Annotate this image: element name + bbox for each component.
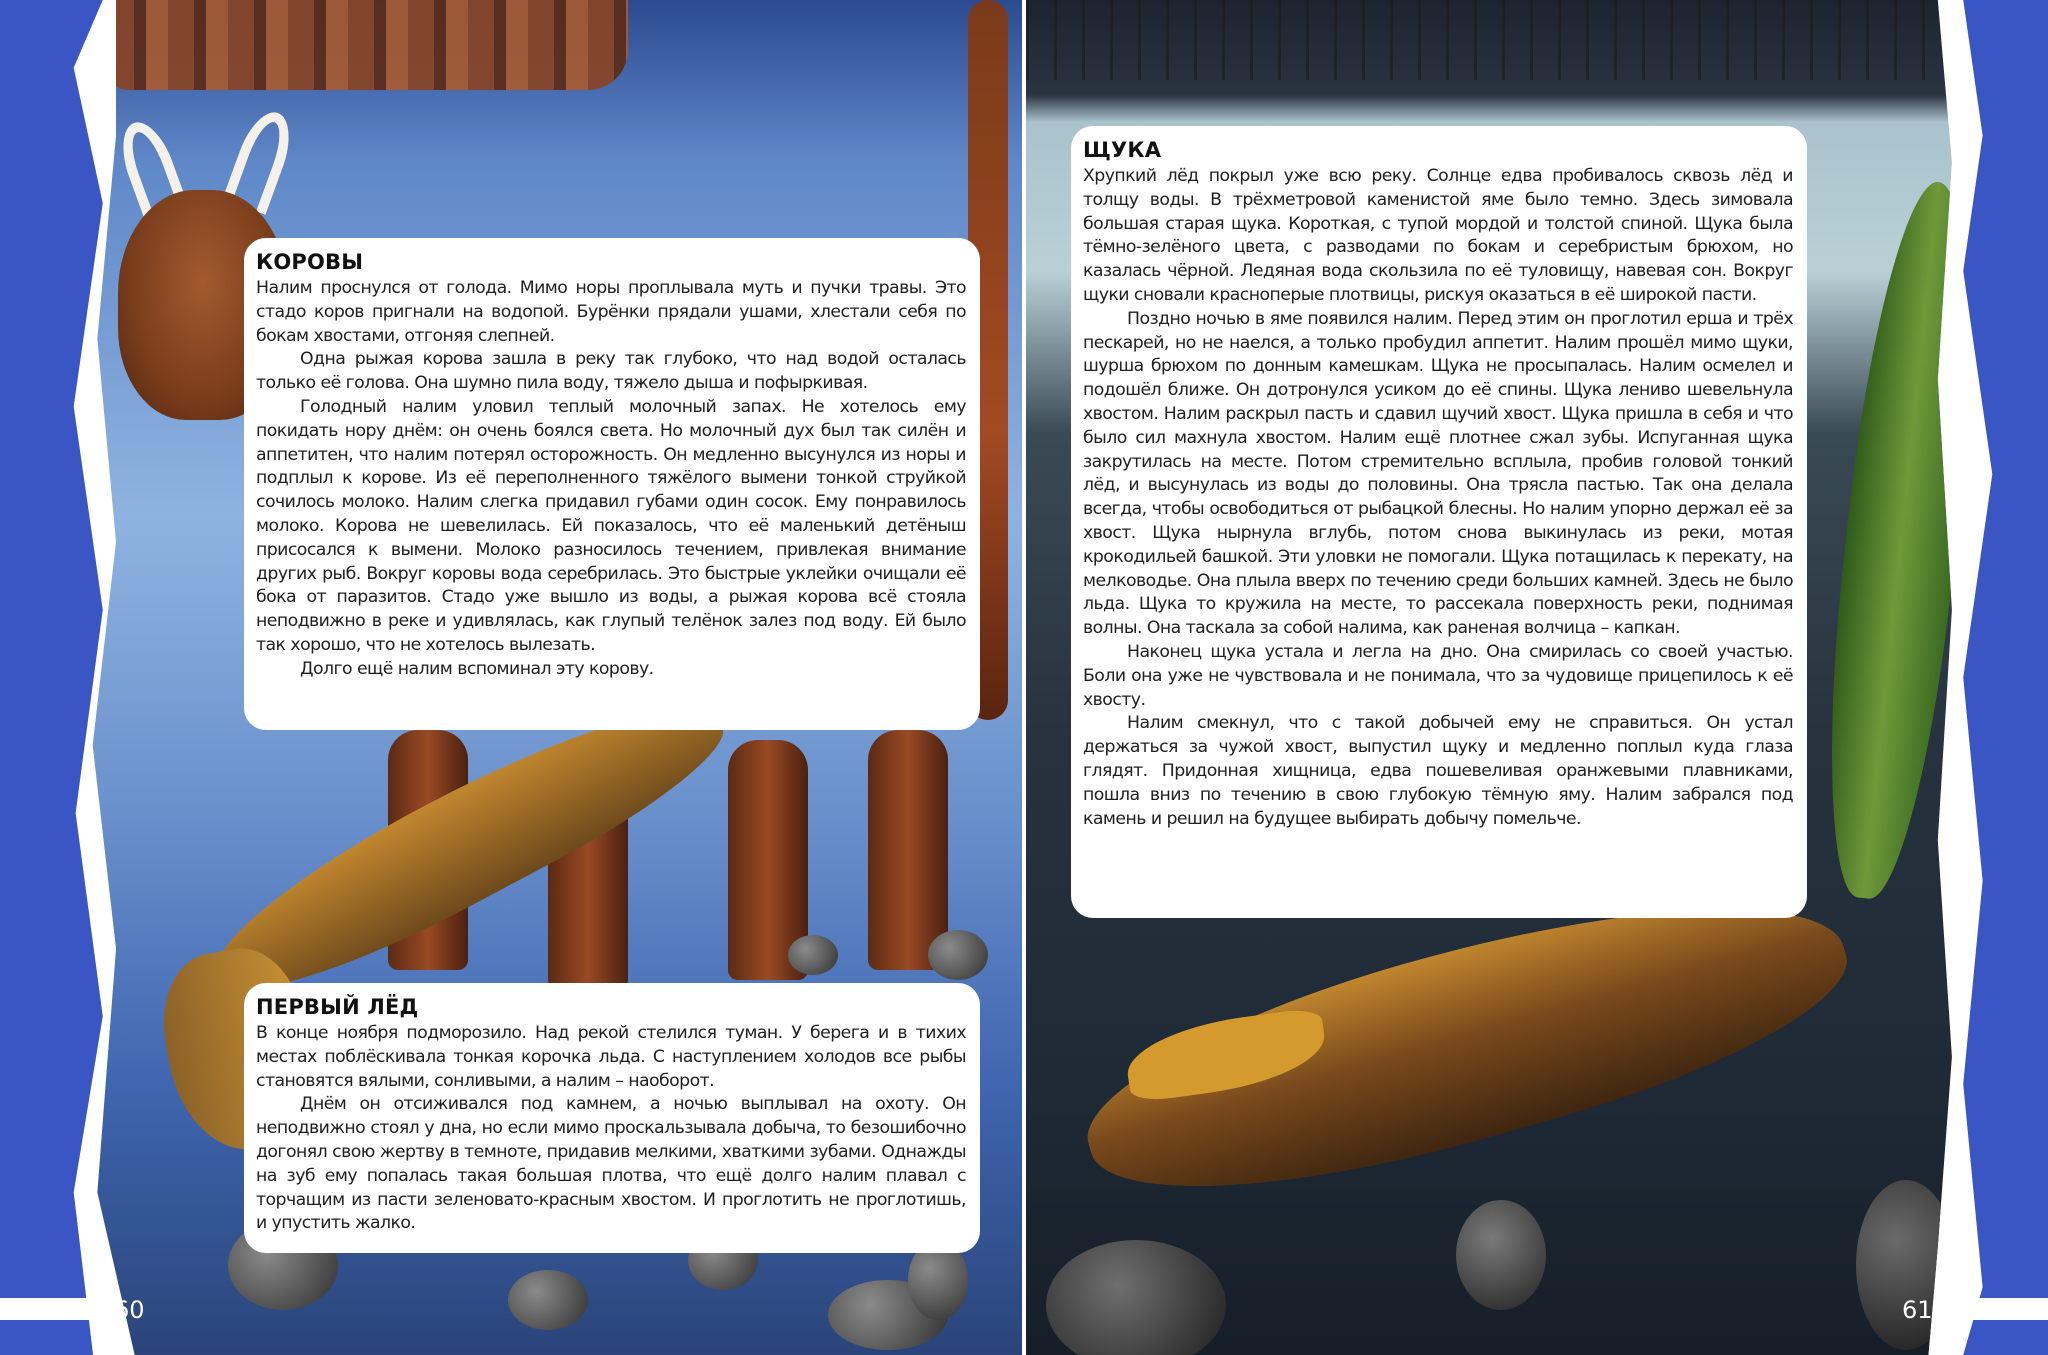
paragraph: Долго ещё налим вспоминал эту корову. xyxy=(300,658,654,679)
section-title-cows: КОРОВЫ xyxy=(256,250,364,274)
cow-leg xyxy=(868,730,948,970)
reeds-illustration xyxy=(1026,0,1966,80)
cow-herd-illustration xyxy=(108,0,628,90)
page-number-right: 61 xyxy=(1902,1296,1933,1324)
page-number-strip-left xyxy=(0,1298,108,1320)
paragraph: В конце ноября подморозило. Над рекой стелился туман. У берега и в тихих местах поблёскивала тонкая корочка льда. С наступлением холодов все рыбы становятся вялыми, сонливыми, а налим – наоборот. xyxy=(256,1023,966,1091)
pebble xyxy=(788,935,838,975)
section-title-first-ice: ПЕРВЫЙ ЛЁД xyxy=(256,995,419,1019)
text-panel-pike xyxy=(1071,126,1807,918)
page-number-strip-right xyxy=(1942,1298,2048,1320)
text-panel-cows xyxy=(244,238,980,730)
paragraph: Налим смекнул, что с такой добычей ему не справиться. Он устал держаться за чужой хвост, выпустил щуку и медленно поплыл куда глаза глядят. Придонная хищница, едва пошевеливая оранжевыми плавниками, пошла вниз по течению в свою глубокую тёмную яму. Налим забрался под камень и решил на будущее выбирать добычу помельче. xyxy=(1083,713,1793,829)
river-stone xyxy=(1046,1240,1226,1355)
page-number-left: 60 xyxy=(114,1296,145,1324)
pebble xyxy=(928,930,988,980)
paragraph: Голодный налим уловил теплый молочный запах. Не хотелось ему покидать нору днём: он очень боялся света. Но молочный дух был так силён и аппетитен, что налим потерял осторожность. Он медленно высунулся из норы и подплыл к корове. Из её переполненного тяжёлого вымени тонкой струйкой сочилось молоко. Налим слегка придавил губами один сосок. Ему понравилось молоко. Корова не шевелилась. Ей показалось, что её маленький детёныш присосался к вымени. Молоко разносилось течением, привлекая внимание других рыб. Вокруг коровы вода серебрилась. Это быстрые уклейки очищали её бока от паразитов. Стадо уже вышло из воды, а рыжая корова всё стояла неподвижно в реке и удивлялась, как глупый телёнок залез под воду. Ей было так хорошо, что не хотелось вылезать. xyxy=(256,396,966,655)
section-title-pike: ЩУКА xyxy=(1083,138,1162,162)
paragraph: Наконец щука устала и легла на дно. Она смирилась со своей участью. Боли она уже не чувствовала и не понимала, что за чудовище прицепилось к её хвосту. xyxy=(1083,641,1793,710)
pebble xyxy=(508,1270,588,1330)
river-stone xyxy=(1456,1200,1546,1310)
paragraph: Поздно ночью в яме появился налим. Перед этим он проглотил ерша и трёх пескарей, но не наелся, а только пробудил аппетит. Налим прошёл мимо щуки, шурша брюхом по донным камешкам. Щука не просыпалась. Налим осмелел и подошёл ближе. Он дотронулся усиком до её спины. Щука лениво шевельнула хвостом. Налим раскрыл пасть и сдавил щучий хвост. Щука пришла в себя и что было сил махнула хвостом. Налим ещё плотнее сжал зубы. Испуганная щука закрутилась на месте. Потом стремительно всплыла, пробив головой тонкий лёд, и высунулась из воды до половины. Она трясла пастью. Так она делала всегда, чтобы освободиться от рыбацкой блесны. Но налим упорно держал её за хвост. Щука нырнула вглубь, потом снова выкинулась из реки, мотая крокодильей башкой. Эти уловки не помогали. Щука потащилась к перекату, на мелководье. Она плыла вверх по течению среди больших камней. Здесь не было льда. Щука то кружила на месте, то рассекала поверхность реки, поднимая волны. Она таскала за собой налима, как раненая волчица – капкан. xyxy=(1083,308,1793,639)
text-panel-first-ice xyxy=(244,983,980,1253)
paragraph: Днём он отсиживался под камнем, а ночью выплывал на охоту. Он неподвижно стоял у дна, но если мимо проскальзывала добыча, то безошибочно догонял свою жертву в темноте, придавив мелкими, хваткими зубами. Однажды на зуб ему попалась такая большая плотва, что ещё долго налим плавал с торчащим из пасти зеленовато-красным хвостом. И проглотить не проглотишь, и упустить жалко. xyxy=(256,1094,966,1234)
paragraph: Налим проснулся от голода. Мимо норы проплывала муть и пучки травы. Это стадо коров пригнали на водопой. Бурёнки прядали ушами, хлестали себя по бокам хвостами, отгоняя слепней. xyxy=(256,278,966,346)
paragraph: Одна рыжая корова зашла в реку так глубоко, что над водой осталась только её голова. Она шумно пила воду, тяжело дыша и пофыркивая. xyxy=(256,349,966,394)
paragraph: Хрупкий лёд покрыл уже всю реку. Солнце едва пробивалось сквозь лёд и толщу воды. В трёхметровой каменистой яме было темно. Здесь зимовала большая старая щука. Короткая, с тупой мордой и толстой спиной. Щука была тёмно-зелёного цвета, с разводами по бокам и серебристым брюхом, но казалась чёрной. Ледяная вода скользила по её туловищу, навевая сон. Вокруг щуки сновали красноперые плотвицы, рискуя оказаться в её широкой пасти. xyxy=(1083,166,1793,305)
